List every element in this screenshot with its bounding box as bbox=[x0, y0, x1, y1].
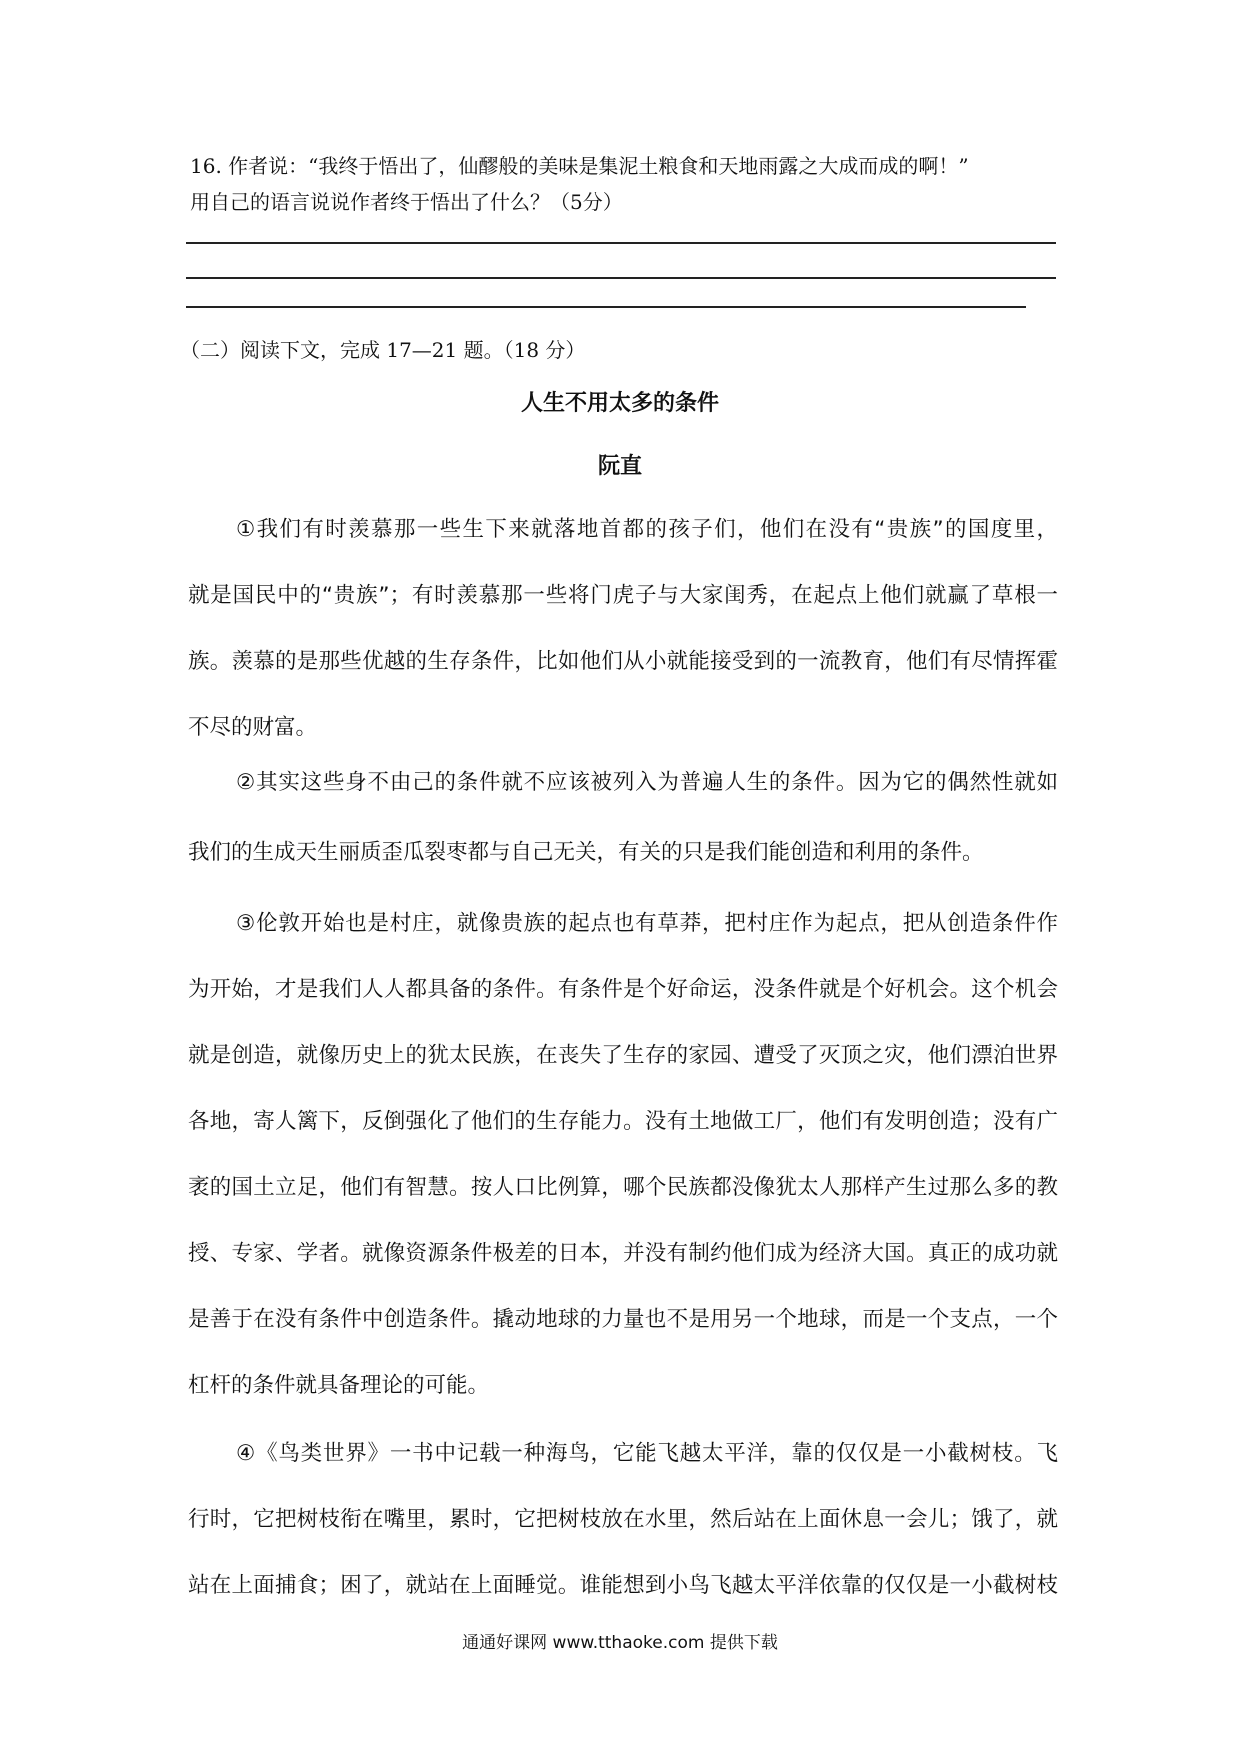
page-footer: 通通好课网 www.tthaoke.com 提供下载 bbox=[462, 1633, 778, 1653]
paragraph-3 bbox=[188, 891, 1058, 1419]
answer-line-2[interactable] bbox=[186, 277, 1056, 279]
question-16-line-1: 16. 作者说：“我终于悟出了，仙醪般的美味是集泥土粮食和天地雨露之大成而成的啊！” bbox=[190, 154, 969, 178]
paragraph-line: ③伦敦开始也是村庄，就像贵族的起点也有草莽，把村庄作为起点，把从创造条件作 bbox=[236, 911, 1058, 936]
answer-line-1[interactable] bbox=[186, 242, 1056, 244]
paragraph-1 bbox=[188, 497, 1058, 761]
section-heading: （二）阅读下文，完成 17—21 题。（18 分） bbox=[180, 338, 586, 362]
paragraph-line: 族。羡慕的是那些优越的生存条件，比如他们从小就能接受到的一流教育，他们有尽情挥霍 bbox=[188, 649, 1058, 674]
question-16-line-2: 用自己的语言说说作者终于悟出了什么？（5分） bbox=[190, 190, 623, 214]
paragraph-line: 杠杆的条件就具备理论的可能。 bbox=[188, 1373, 490, 1398]
paragraph-line: 行时，它把树枝衔在嘴里，累时，它把树枝放在水里，然后站在上面休息一会儿；饿了，就 bbox=[188, 1507, 1058, 1532]
paragraph-line: ②其实这些身不由己的条件就不应该被列入为普遍人生的条件。因为它的偶然性就如 bbox=[236, 770, 1058, 795]
paragraph-line: 各地，寄人篱下，反倒强化了他们的生存能力。没有土地做工厂，他们有发明创造；没有广 bbox=[188, 1109, 1058, 1134]
paragraph-line: ④《鸟类世界》一书中记载一种海鸟，它能飞越太平洋，靠的仅仅是一小截树枝。飞 bbox=[236, 1441, 1058, 1466]
paragraph-4 bbox=[188, 1421, 1058, 1619]
paragraph-line: 是善于在没有条件中创造条件。撬动地球的力量也不是用另一个地球，而是一个支点，一个 bbox=[188, 1307, 1058, 1332]
paragraph-line: 就是国民中的“贵族”；有时羡慕那一些将门虎子与大家闺秀，在起点上他们就赢了草根一 bbox=[188, 583, 1058, 608]
paragraph-line: 授、专家、学者。就像资源条件极差的日本，并没有制约他们成为经济大国。真正的成功就 bbox=[188, 1241, 1058, 1266]
article-title: 人生不用太多的条件 bbox=[520, 391, 719, 416]
paragraph-2 bbox=[188, 750, 1058, 886]
answer-line-3[interactable] bbox=[186, 306, 1026, 308]
paragraph-line: 为开始，才是我们人人都具备的条件。有条件是个好命运，没条件就是个好机会。这个机会 bbox=[188, 977, 1058, 1002]
paragraph-line: 站在上面捕食；困了，就站在上面睡觉。谁能想到小鸟飞越太平洋依靠的仅仅是一小截树枝 bbox=[188, 1573, 1058, 1598]
paragraph-line: ①我们有时羡慕那一些生下来就落地首都的孩子们，他们在没有“贵族”的国度里， bbox=[236, 517, 1058, 542]
article-author: 阮直 bbox=[597, 454, 642, 479]
paragraph-line: 不尽的财富。 bbox=[188, 715, 318, 740]
paragraph-line: 袤的国土立足，他们有智慧。按人口比例算，哪个民族都没像犹太人那样产生过那么多的教 bbox=[188, 1175, 1058, 1200]
paragraph-line: 就是创造，就像历史上的犹太民族，在丧失了生存的家园、遭受了灭顶之灾，他们漂泊世界 bbox=[188, 1043, 1058, 1068]
question-16 bbox=[190, 148, 1070, 220]
paragraph-line: 我们的生成天生丽质歪瓜裂枣都与自己无关，有关的只是我们能创造和利用的条件。 bbox=[188, 840, 984, 865]
